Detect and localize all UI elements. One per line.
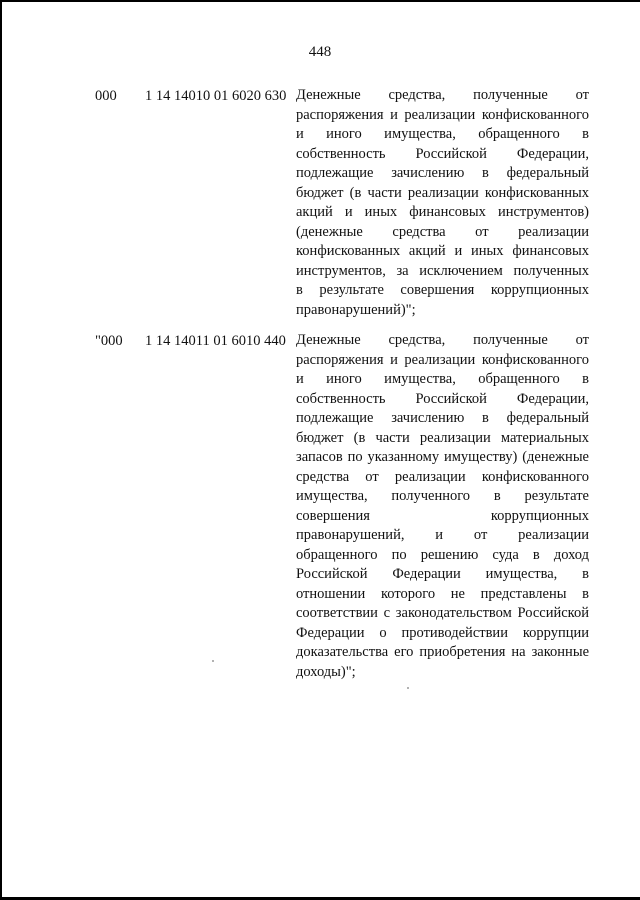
budget-classification-code: 1 14 14011 01 6010 440 [145, 333, 286, 349]
description-line: доходы)"; [296, 663, 356, 680]
revenue-description [296, 331, 589, 682]
description-line: запасов по указанному имуществу) (денежные [296, 449, 589, 465]
description-line: и иного имущества, обращенного в [296, 371, 589, 387]
description-line: средства от реализации конфискованного [296, 468, 589, 485]
description-line: правонарушений)"; [296, 301, 416, 318]
scan-edge-top [0, 0, 640, 2]
description-line: и иного имущества, обращенного в [296, 126, 589, 142]
description-line: конфискованных акций и иных финансовых [296, 243, 589, 259]
scan-edge-left [0, 0, 2, 900]
description-line: совершения коррупционных [296, 507, 589, 524]
description-line: отношении которого не представлены в [296, 585, 589, 602]
description-line: обращенного по решению суда в доход [296, 546, 589, 563]
description-line: Федерации о противодействии коррупции [296, 624, 589, 641]
description-line: собственность Российской Федерации, [296, 390, 589, 407]
scan-speck [212, 660, 214, 662]
description-line: доказательства его приобретения на законные [296, 644, 589, 660]
description-line: правонарушений, и от реализации [296, 527, 589, 543]
description-line: бюджет (в части реализации конфискованных [296, 184, 589, 201]
page-number: 448 [308, 44, 332, 60]
description-line: акций и иных финансовых инструментов) [296, 204, 589, 220]
budget-classification-code: 1 14 14010 01 6020 630 [145, 88, 287, 104]
administrator-code: "000 [95, 333, 123, 349]
description-line: имущества, полученного в результате [296, 488, 589, 504]
description-line: распоряжения и реализации конфискованного [296, 351, 589, 368]
description-line: в результате совершения коррупционных [296, 282, 589, 298]
description-line: распоряжения и реализации конфискованного [296, 106, 589, 123]
description-line: инструментов, за исключением полученных [296, 262, 589, 279]
scan-speck [407, 687, 409, 689]
description-line: Российской Федерации имущества, в [296, 566, 589, 582]
description-line: подлежащие зачислению в федеральный [296, 165, 589, 181]
revenue-description [296, 86, 589, 320]
administrator-code: 000 [95, 88, 117, 104]
description-line: собственность Российской Федерации, [296, 145, 589, 162]
description-line: (денежные средства от реализации [296, 223, 589, 240]
description-line: Денежные средства, полученные от [296, 87, 589, 103]
description-line: Денежные средства, полученные от [296, 332, 589, 348]
description-line: соответствии с законодательством Российской [296, 605, 589, 621]
description-line: бюджет (в части реализации материальных [296, 429, 589, 446]
description-line: подлежащие зачислению в федеральный [296, 410, 589, 426]
